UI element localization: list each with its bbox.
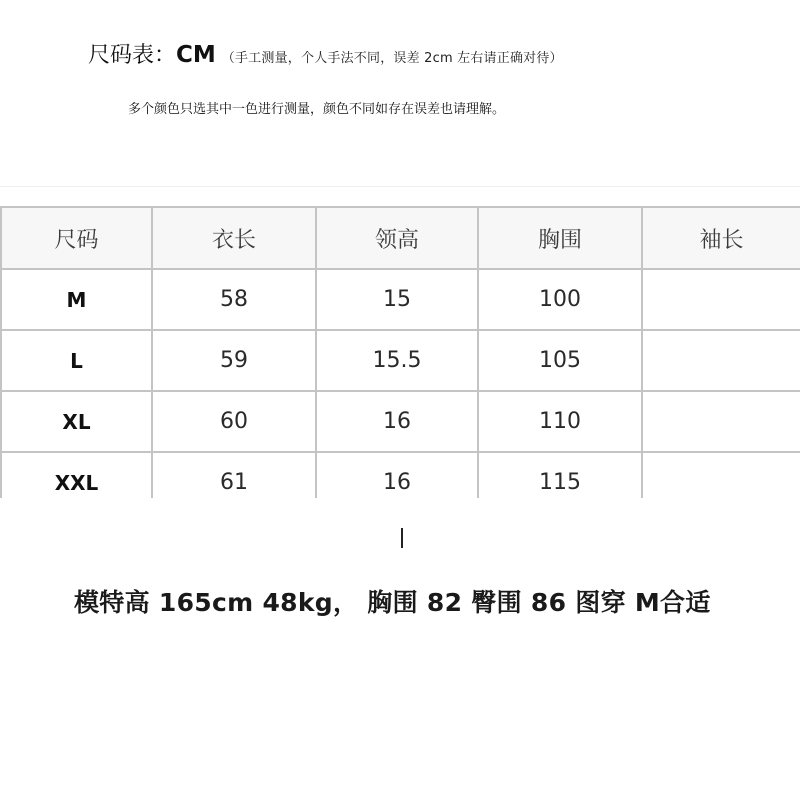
size-table <box>0 206 800 498</box>
unit-label: CM <box>176 42 216 68</box>
model-info: 模特高 165cm 48kg， 胸围 82 臀围 86 图穿 M合适 <box>74 588 711 617</box>
measurement-note: （手工测量，个人手法不同，误差 2cm 左右请正确对待） <box>221 51 563 66</box>
sleeve-cell <box>642 452 800 498</box>
column-header-size: 尺码 <box>1 207 152 269</box>
collar-cell: 16 <box>316 452 478 498</box>
size-cell: XXL <box>1 452 152 498</box>
column-header-collar: 领高 <box>316 207 478 269</box>
column-header-chest: 胸围 <box>478 207 642 269</box>
table-row <box>1 391 800 452</box>
collar-cell: 15 <box>316 269 478 330</box>
sleeve-cell <box>642 269 800 330</box>
length-cell: 59 <box>152 330 316 391</box>
column-header-length: 衣长 <box>152 207 316 269</box>
length-cell: 60 <box>152 391 316 452</box>
chest-cell: 110 <box>478 391 642 452</box>
size-table-container <box>0 206 800 498</box>
chest-cell: 100 <box>478 269 642 330</box>
size-cell: L <box>1 330 152 391</box>
table-header-row <box>1 207 800 269</box>
table-row <box>1 330 800 391</box>
size-cell: XL <box>1 391 152 452</box>
size-chart-title <box>88 38 563 69</box>
section-divider <box>0 186 800 187</box>
column-header-sleeve: 袖长 <box>642 207 800 269</box>
sleeve-cell <box>642 391 800 452</box>
length-cell: 58 <box>152 269 316 330</box>
table-row <box>1 269 800 330</box>
chest-cell: 115 <box>478 452 642 498</box>
collar-cell: 16 <box>316 391 478 452</box>
sleeve-cell <box>642 330 800 391</box>
size-cell: M <box>1 269 152 330</box>
table-row <box>1 452 800 498</box>
collar-cell: 15.5 <box>316 330 478 391</box>
chest-cell: 105 <box>478 330 642 391</box>
length-cell: 61 <box>152 452 316 498</box>
color-note: 多个颜色只选其中一色进行测量，颜色不同如存在误差也请理解。 <box>128 102 506 117</box>
text-cursor-mark <box>401 528 403 548</box>
title-label: 尺码表： <box>88 43 177 68</box>
